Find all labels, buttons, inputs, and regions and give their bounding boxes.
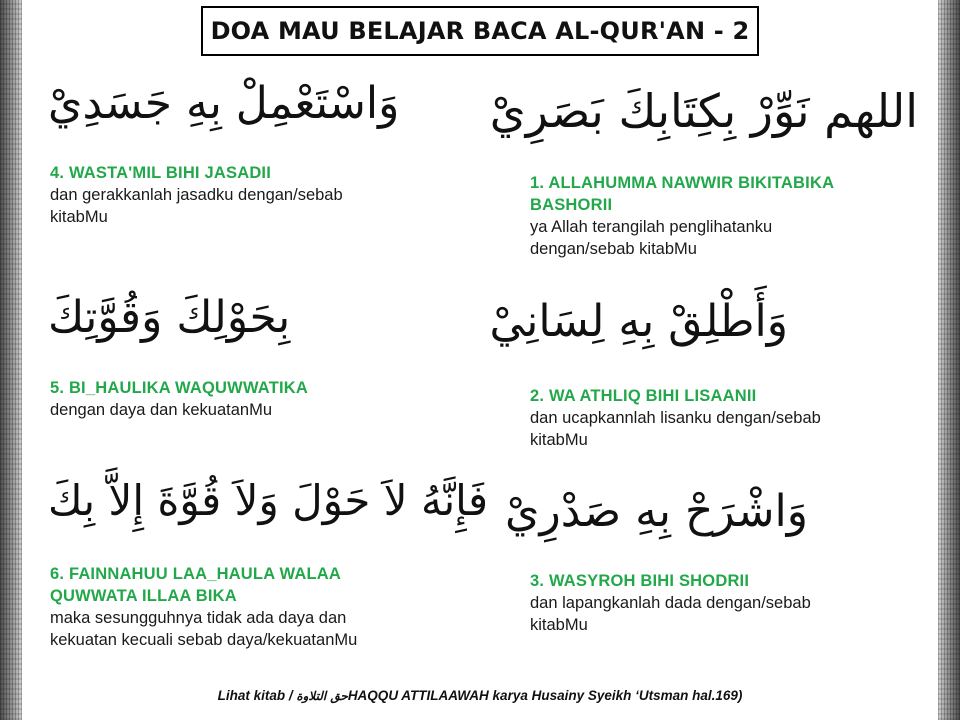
left-border-texture (0, 0, 22, 720)
verse-2-translation-line1: dan ucapkannlah lisanku dengan/sebab (530, 409, 821, 427)
arabic-verse-6: فَإِنَّهُ لاَ حَوْلَ وَلاَ قُوَّةَ إِلاَّ بِكَ (48, 476, 489, 525)
verse-6-translation-line2: kekuatan kecuali sebab daya/kekuatanMu (50, 631, 358, 649)
page-title: DOA MAU BELAJAR BACA AL-QUR'AN - 2 (201, 6, 759, 56)
verse-4-translation-line1: dan gerakkanlah jasadku dengan/sebab (50, 186, 343, 204)
verse-6-heading (50, 563, 357, 607)
arabic-verse-1: اللهم نَوِّرْ بِكِتَابِكَ بَصَرِيْ (489, 84, 918, 138)
verse-1-heading (530, 172, 834, 216)
verse-1-heading-line1: 1. ALLAHUMMA NAWWIR BIKITABIKA (530, 174, 835, 192)
verse-6-translation (50, 607, 357, 651)
verse-3-translation-line2: kitabMu (530, 616, 588, 634)
verse-6-heading-line2: QUWWATA ILLAA BIKA (50, 587, 237, 605)
verse-5-heading: 5. BI_HAULIKA WAQUWWATIKA (50, 379, 308, 397)
source-citation (0, 688, 960, 703)
arabic-verse-2: وَأَطْلِقْ بِهِ لِسَانِيْ (489, 296, 788, 347)
verse-block-6 (50, 563, 357, 651)
verse-block-4 (50, 162, 343, 228)
verse-2-translation (530, 407, 821, 451)
citation-arabic-title: حق التلاوة (296, 689, 348, 703)
verse-3-translation (530, 592, 811, 636)
arabic-verse-4: وَاسْتَعْمِلْ بِهِ جَسَدِيْ (48, 78, 400, 129)
verse-4-translation (50, 184, 343, 228)
verse-2-translation-line2: kitabMu (530, 431, 588, 449)
verse-3-translation-line1: dan lapangkanlah dada dengan/sebab (530, 594, 811, 612)
verse-1-translation-line2: dengan/sebab kitabMu (530, 240, 697, 258)
verse-3-heading: 3. WASYROH BIHI SHODRII (530, 572, 750, 590)
verse-block-5 (50, 377, 308, 421)
verse-block-3 (530, 570, 811, 636)
verse-2-heading: 2. WA ATHLIQ BIHI LISAANII (530, 387, 757, 405)
verse-4-translation-line2: kitabMu (50, 208, 108, 226)
citation-prefix: Lihat kitab / (217, 688, 297, 703)
verse-block-1 (530, 172, 834, 260)
verse-block-2 (530, 385, 821, 451)
verse-5-translation: dengan daya dan kekuatanMu (50, 401, 273, 419)
arabic-verse-3: وَاشْرَحْ بِهِ صَدْرِيْ (505, 486, 808, 537)
verse-4-heading: 4. WASTA'MIL BIHI JASADII (50, 164, 271, 182)
citation-suffix: HAQQU ATTILAAWAH karya Husainy Syeikh ‘Utsman hal.169) (347, 688, 743, 703)
verse-1-heading-line2: BASHORII (530, 196, 613, 214)
verse-6-translation-line1: maka sesungguhnya tidak ada daya dan (50, 609, 347, 627)
verse-6-heading-line1: 6. FAINNAHUU LAA_HAULA WALAA (50, 565, 341, 583)
right-border-texture (938, 0, 960, 720)
arabic-verse-5: بِحَوْلِكَ وَقُوَّتِكَ (48, 292, 291, 343)
verse-1-translation (530, 216, 834, 260)
verse-1-translation-line1: ya Allah terangilah penglihatanku (530, 218, 773, 236)
